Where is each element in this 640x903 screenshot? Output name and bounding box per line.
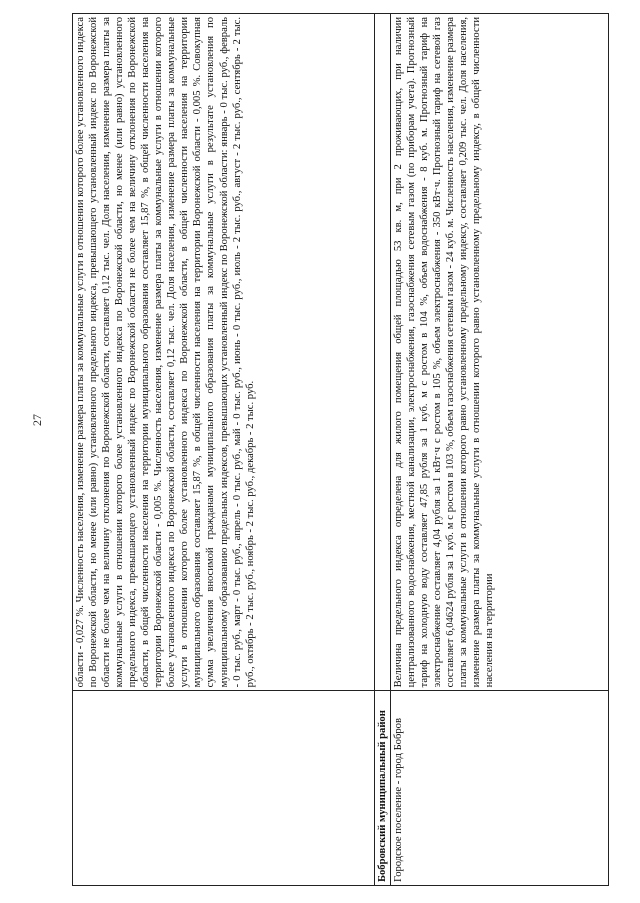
area-cell: Городское поселение - город Бобров [391,691,609,886]
table-row [391,14,609,886]
page-number: 27 [30,414,44,426]
description-cell: области - 0,027 %. Численность населения, изменение размера платы за коммунальные услуги в отношении которого более установленного индекса по Воронежской области, но менее (или равно) установленного предельного индекса, превышающего установленный индекс по Воронежской области не более чем на величину отклонения по Воронежской области, составляет 0,12 тыс. чел. Доля населения, изменение размера платы за коммунальные услуги в отношении которого более установленного индекса по Воронежской области, но менее (или равно) установленного предельного индекса, превышающего установленный индекс по Воронежской области не более чем на величину отклонения по Воронежской области, в общей численности населения на территории муниципального образования составляет 15,87 %, в общей численности населения на территории Воронежской области - 0,005 %. Численность населения, изменение размера платы за коммунальные услуги в отношении которого более установленного индекса по Воронежской области, составляет 0,12 тыс. чел. Доля населения, изменение размера платы за коммунальные услуги в отношении которого более установленного индекса по Воронежской области, в общей численности населения на территории муниципального образования составляет 15,87 %, в общей численности населения на территории Воронежской области - 0,005 %. Совокупная сумма увеличения вносимой гражданами муниципального образования платы за коммунальные услуги в результате установления по муниципальному образованию предельных индексов, превышающих установленный индекс по Воронежской области: январь - 0 тыс. руб., февраль - 0 тыс. руб., март - 0 тыс. руб., апрель - 0 тыс. руб., май - 0 тыс. руб., июнь - 0 тыс. руб., июль - 2 тыс. руб., август - 2 тыс. руб., сентябрь - 2 тыс. руб., октябрь - 2 тыс. руб., ноябрь - 2 тыс. руб., декабрь - 2 тыс. руб. [73,14,375,691]
rotated-table-container [72,13,602,886]
table-row [375,14,391,886]
district-heading: Бобровский муниципальный район [375,691,391,886]
area-cell [73,691,375,886]
description-cell: Величина предельного индекса определена для жилого помещения общей площадью 53 кв. м, при 2 проживающих, при наличии централизованного водоснабжения, местной канализации, электроснабжения, газоснабжения сетевым газом (по приборам учета). Прогнозный тариф на холодную воду составляет 47,85 рубля за 1 куб. м с ростом в 104 %, объем водоснабжения - 8 куб. м. Прогнозный тариф на электроснабжение составляет 4,04 рубля за 1 кВт·ч с ростом в 105 %, объем электроснабжения - 350 кВт·ч. Прогнозный тариф на сетевой газ составляет 6,04624 рубля за 1 куб. м с ростом в 103 %, объем газоснабжения сетевым газом - 24 куб. м. Численность населения, изменение размера платы за коммунальные услуги в отношении которого равно установленному предельному индексу, составляет 0,209 тыс. чел. Доля населения, изменение размера платы за коммунальные услуги в отношении которого равно установленному предельному индексу, в общей численности населения на территории [391,14,609,691]
district-empty-cell [375,14,391,691]
index-table [72,13,609,886]
table-row [73,14,375,886]
